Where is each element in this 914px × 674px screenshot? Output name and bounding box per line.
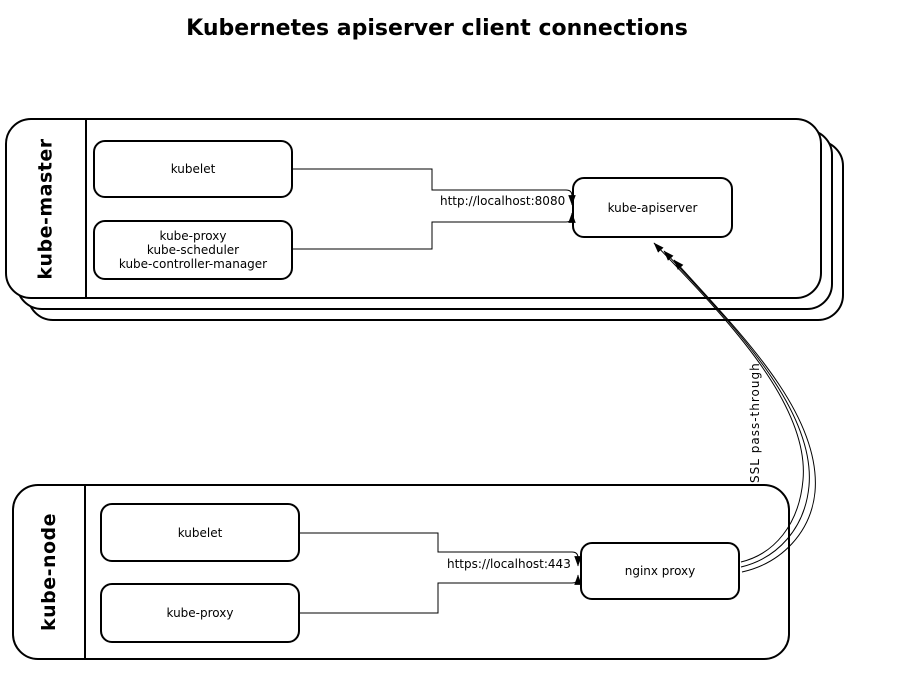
kube-node-label-divider [84, 486, 86, 658]
node-kubelet-node [100, 503, 300, 562]
node-control-plane-line-1: kube-proxy [159, 229, 227, 243]
edge-label-https-localhost-443: https://localhost:443 [447, 557, 571, 571]
node-control-plane [93, 220, 293, 280]
node-kube-proxy-node [100, 583, 300, 643]
node-kube-apiserver [572, 177, 733, 238]
node-control-plane-line-2: kube-scheduler [146, 243, 240, 257]
node-nginx-proxy-label: nginx proxy [624, 564, 696, 578]
edge-label-http-localhost-8080: http://localhost:8080 [440, 194, 566, 208]
node-nginx-proxy [580, 542, 740, 600]
kube-master-label-divider [85, 120, 87, 297]
node-kubelet-master-label: kubelet [170, 162, 216, 176]
diagram-title: Kubernetes apiserver client connections [186, 16, 688, 41]
node-control-plane-line-3: kube-controller-manager [118, 257, 268, 271]
node-kubelet-master [93, 140, 293, 198]
node-kubelet-node-label: kubelet [177, 525, 223, 540]
group-label-kube-node: kube-node [38, 512, 61, 632]
kube-master-label-column [7, 120, 85, 297]
edge-label-ssl-pass-through: SSL pass-through [748, 362, 762, 483]
node-kube-apiserver-label: kube-apiserver [607, 200, 698, 215]
node-kube-proxy-node-label: kube-proxy [166, 606, 234, 620]
group-label-kube-master: kube-master [35, 137, 57, 280]
kube-node-label-column [14, 486, 84, 658]
